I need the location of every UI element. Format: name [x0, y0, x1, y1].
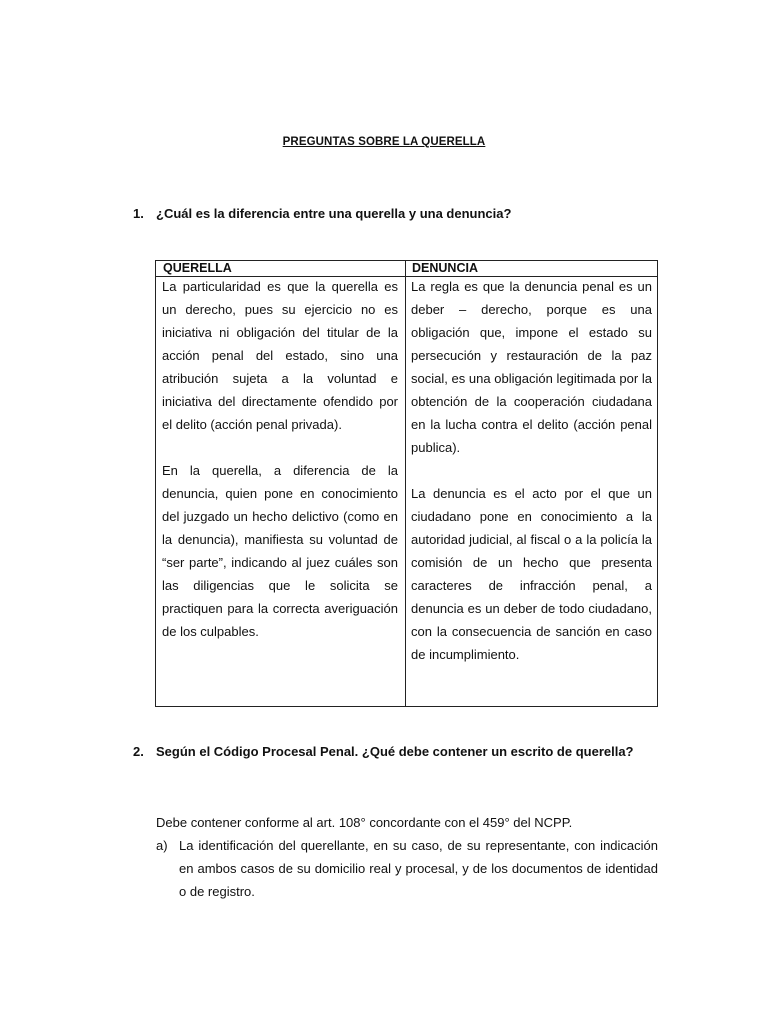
- comparison-table: [155, 260, 658, 707]
- table-header-querella: QUERELLA: [163, 261, 232, 275]
- question-text: ¿Cuál es la diferencia entre una querella y una denuncia?: [156, 206, 512, 221]
- denuncia-paragraph: La denuncia es el acto por el que un ciudadano pone en conocimiento a la autoridad judicial, al fiscal o a la policía la comisión de un hecho que presenta caracteres de infracción penal, a denuncia es un deber de todo ciudadano, con la consecuencia de sanción en caso de incumplimiento.: [411, 486, 652, 662]
- table-header-denuncia: DENUNCIA: [412, 261, 478, 275]
- querella-paragraph: En la querella, a diferencia de la denuncia, quien pone en conocimiento del juzgado un hecho delictivo (como en la denuncia), manifiesta su voluntad de “ser parte”, indicando al juez cuáles son las diligencias que le solicita se practiquen para la correcta averiguación de los culpables.: [162, 463, 398, 639]
- question-2: [133, 740, 658, 763]
- question-number: 1.: [133, 206, 144, 221]
- querella-cell: [162, 275, 398, 643]
- column-divider: [405, 261, 406, 706]
- list-item: [156, 834, 658, 903]
- question-number: 2.: [133, 744, 144, 759]
- denuncia-paragraph: La regla es que la denuncia penal es un deber – derecho, porque es una obligación que, impone el estado su persecución y restauración de la paz social, es una obligación legitimada por la obtención de la cooperación ciudadana en la lucha contra el delito (acción penal publica).: [411, 279, 652, 455]
- answer-intro: Debe contener conforme al art. 108° concordante con el 459° del NCPP.: [156, 815, 573, 830]
- denuncia-cell: [411, 275, 652, 666]
- querella-paragraph: La particularidad es que la querella es un derecho, pues su ejercicio no es iniciativa ni obligación del titular de la acción penal del estado, sino una atribución sujeta a la voluntad e iniciativa del directamente ofendido por el delito (acción penal privada).: [162, 279, 398, 432]
- question-text: Según el Código Procesal Penal. ¿Qué debe contener un escrito de querella?: [156, 744, 634, 759]
- list-item-text: La identificación del querellante, en su caso, de su representante, con indicación en ambos casos de su domicilio real y procesal, y de los documentos de identidad o de registro.: [179, 838, 658, 899]
- question-1: [133, 202, 658, 225]
- list-item-label: a): [156, 838, 168, 853]
- page-title: PREGUNTAS SOBRE LA QUERELLA: [282, 136, 486, 148]
